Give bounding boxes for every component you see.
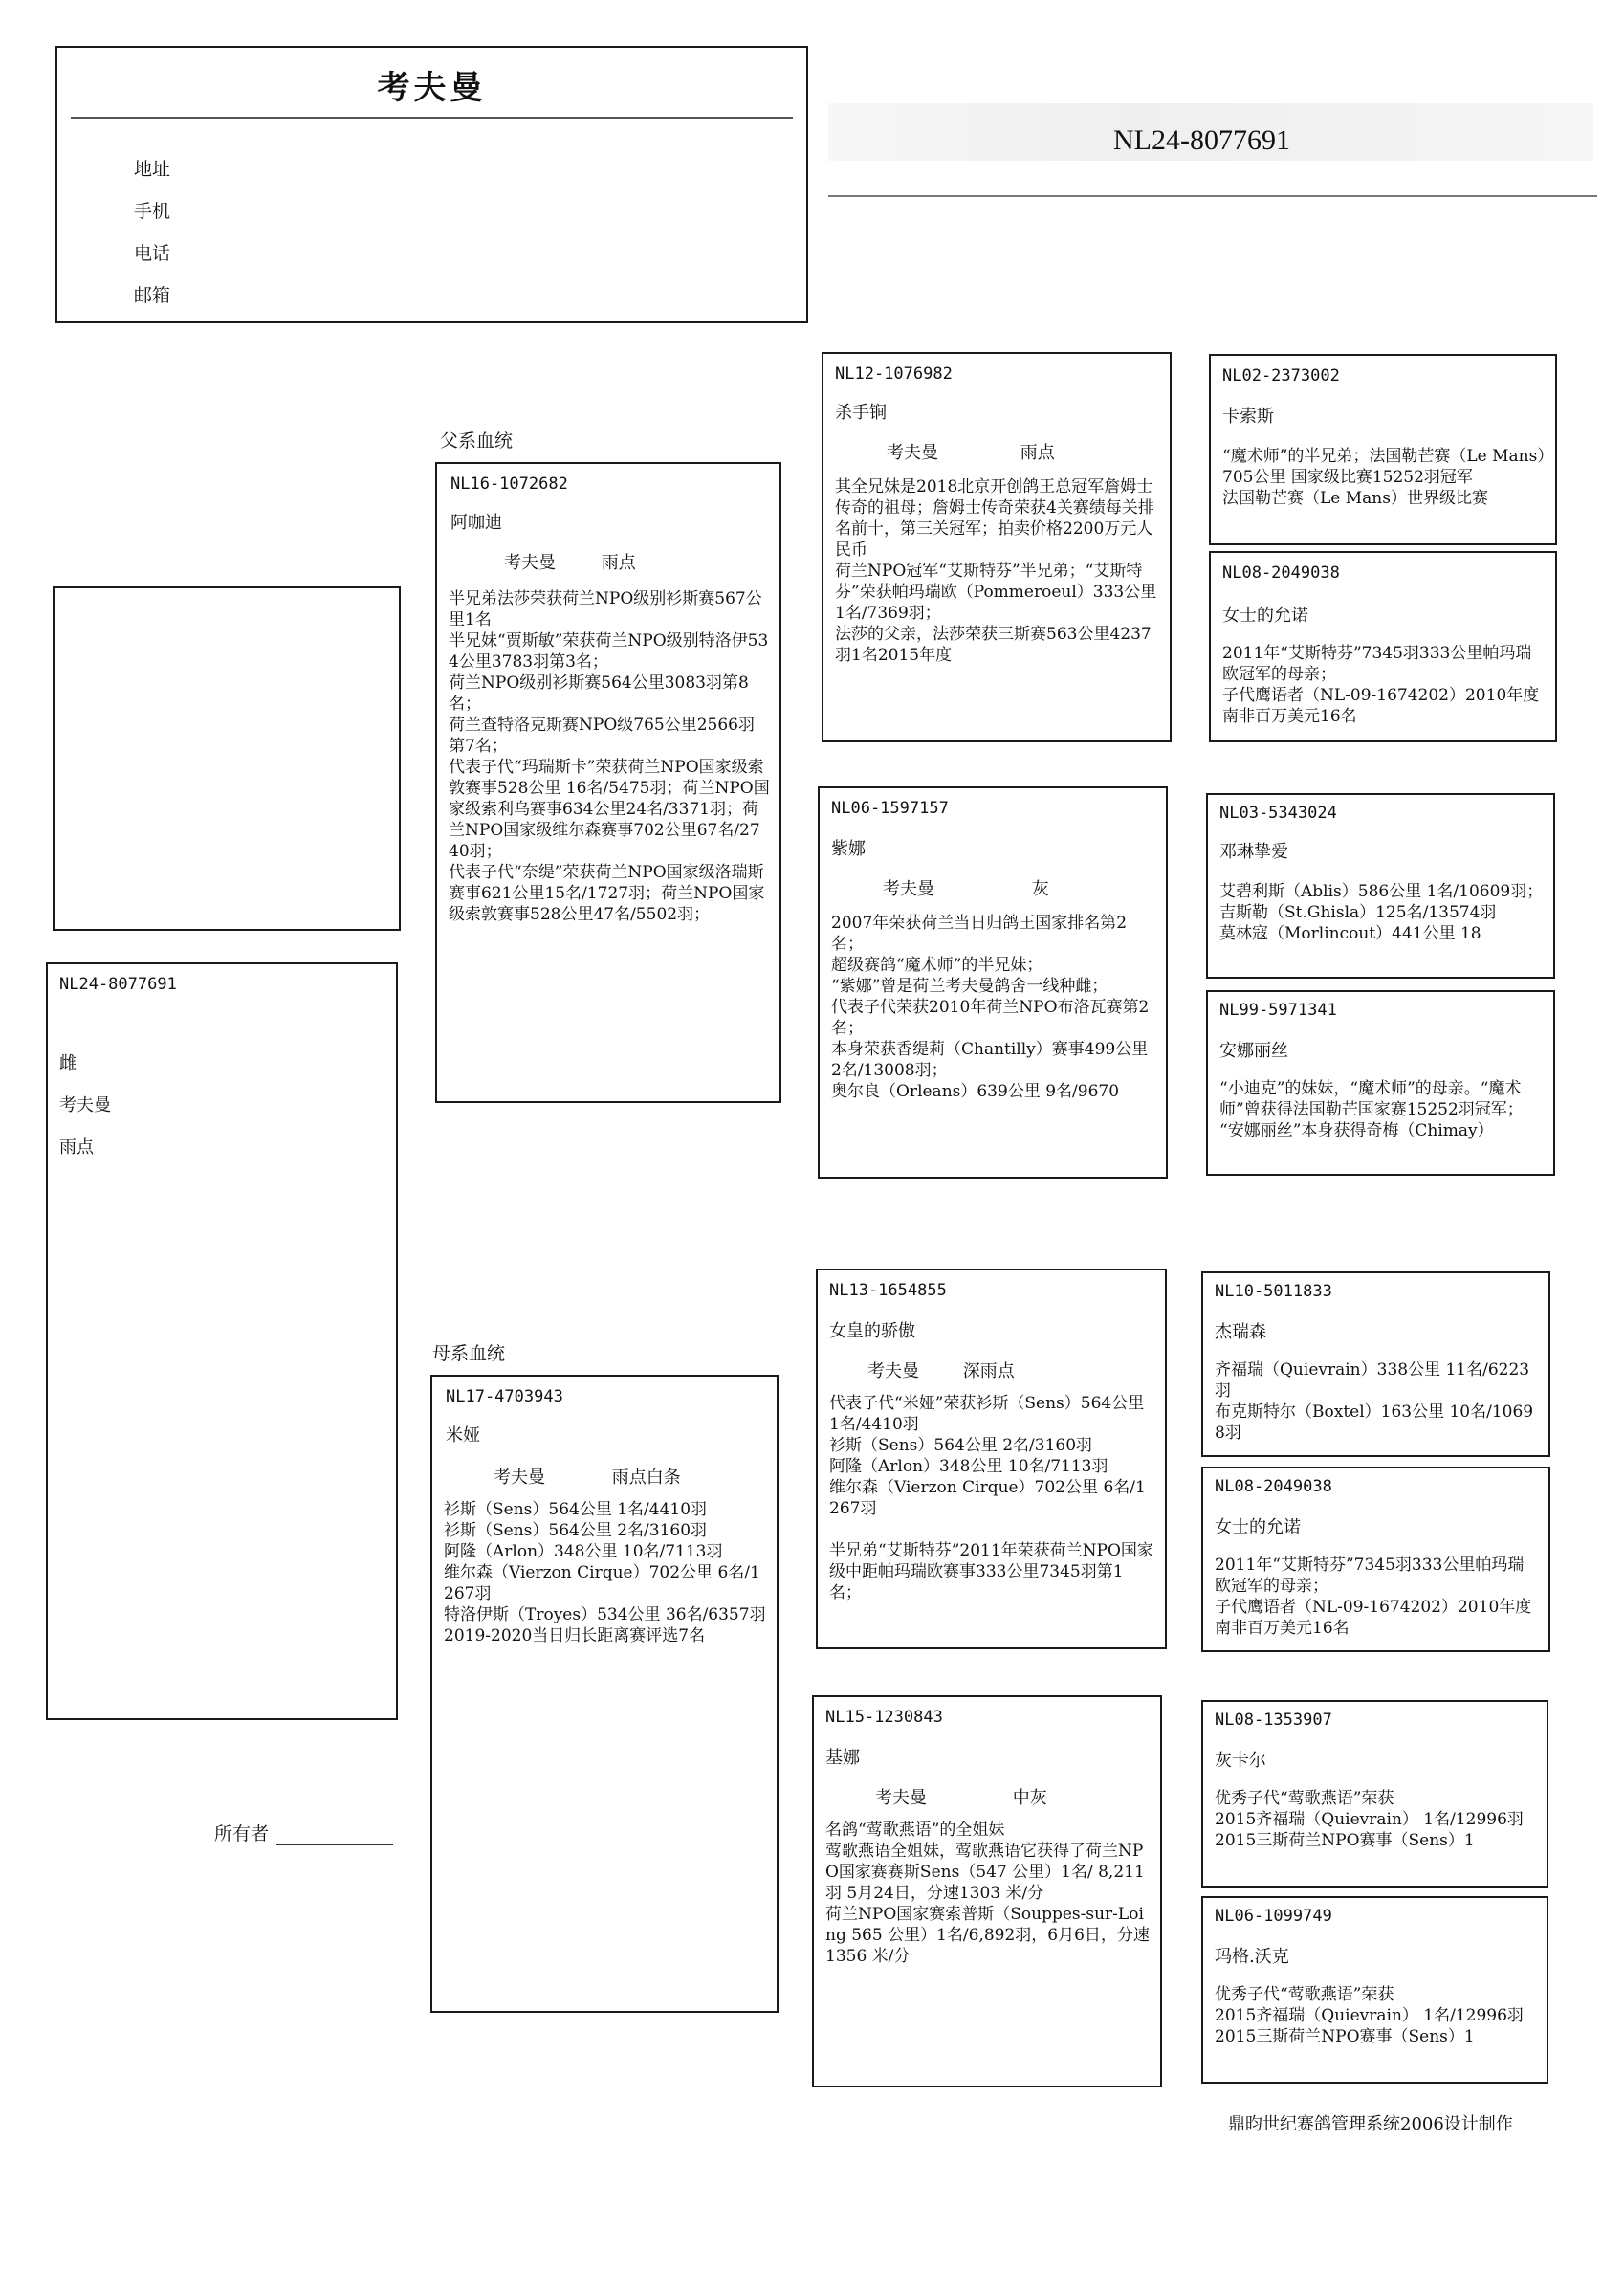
ring-banner-underline [828, 195, 1597, 197]
subject-sex: 雌 [59, 1053, 77, 1073]
dd-sire-name: 灰卡尔 [1215, 1751, 1266, 1771]
ss-dam-notes: 2011年“艾斯特芬”7345羽333公里帕玛瑞欧冠军的母亲； 子代鹰语者（NL-09-1674202）2010年度南非百万美元16名 [1222, 644, 1540, 726]
dam-breeder-row [494, 1467, 681, 1490]
subject-color: 雨点 [59, 1137, 94, 1158]
ds-dam-ring: NL08-2049038 [1215, 1477, 1332, 1496]
sd-sire-name: 邓琳挚爱 [1219, 842, 1288, 862]
dam-box [430, 1375, 779, 2013]
ds-dam-notes: 2011年“艾斯特芬”7345羽333公里帕玛瑞欧冠军的母亲； 子代鹰语者（NL-09-1674202）2010年度南非百万美元16名 [1215, 1556, 1532, 1638]
dam-sire-box [816, 1269, 1167, 1649]
ss-sire-notes: “魔术师”的半兄弟；法国勒芒赛（Le Mans）705公里 国家级比赛15252羽冠军 法国勒芒赛（Le Mans）世界级比赛 [1222, 447, 1546, 508]
dam-sire-name: 女皇的骄傲 [829, 1321, 915, 1341]
photo-placeholder [53, 586, 401, 931]
sire-breeder-row [504, 552, 636, 575]
sire-line-label: 父系血统 [440, 430, 514, 452]
dam-name: 米娅 [446, 1425, 480, 1446]
mobile-label: 手机 [134, 201, 171, 222]
sire-box [435, 462, 781, 1103]
email-label: 邮箱 [134, 285, 171, 306]
sd-dam-box [1206, 990, 1555, 1176]
dam-dam-ring: NL15-1230843 [825, 1708, 943, 1727]
dd-dam-name: 玛格.沃克 [1215, 1947, 1289, 1967]
sire-sire-name: 杀手锏 [835, 403, 887, 423]
loft-info-box [55, 46, 808, 323]
sd-dam-ring: NL99-5971341 [1219, 1001, 1337, 1020]
subject-breeder: 考夫曼 [59, 1095, 111, 1115]
owner-row [214, 1820, 393, 1845]
dam-line-label: 母系血统 [432, 1343, 506, 1364]
sire-dam-name: 紫娜 [831, 839, 866, 859]
dd-sire-notes: 优秀子代“莺歌燕语”荣获 2015齐福瑞（Quievrain） 1名/12996羽 2015三斯荷兰NPO赛事（Sens）1 [1215, 1789, 1524, 1850]
dam-breeder: 考夫曼 [494, 1468, 545, 1488]
dd-sire-ring: NL08-1353907 [1215, 1711, 1332, 1730]
sire-ring: NL16-1072682 [450, 475, 568, 494]
sd-dam-notes: “小迪克”的妹妹，“魔术师”的母亲。“魔术师”曾获得法国勒芒国家赛15252羽冠军； “安娜丽丝”本身获得奇梅（Chimay） [1219, 1079, 1524, 1140]
dam-dam-box [812, 1695, 1162, 2087]
ss-sire-name: 卡索斯 [1222, 407, 1274, 427]
loft-name: 考夫曼 [377, 69, 487, 107]
dam-dam-color: 中灰 [1012, 1788, 1047, 1808]
main-ring-number: NL24-8077691 [1113, 124, 1290, 156]
sire-notes: 半兄弟法莎荣获荷兰NPO级别衫斯赛567公里1名 半兄妹“贾斯敏”荣获荷兰NPO级别特洛伊534公里3783羽第3名； 荷兰NPO级别衫斯赛564公里3083羽第8名； 荷兰查特洛克斯赛NPO级765公里2566羽第7名； 代表子代“玛瑞斯卡”荣获荷兰NPO国家级索敦赛事528公里 16名/5475羽；荷兰NPO国家级索利乌赛事634公里24名/3371羽；荷兰NPO国家级维尔森赛事702公里67名/2740羽； 代表子代“奈缇”荣获荷兰NPO国家级洛瑞斯赛事621公里15名/1727羽；荷兰NPO国家级索敦赛事528公里47名/5502羽； [449, 589, 770, 924]
subject-box [46, 962, 398, 1720]
sire-color: 雨点 [601, 553, 636, 573]
sire-sire-color: 雨点 [1020, 443, 1055, 463]
sire-sire-ring: NL12-1076982 [835, 364, 953, 384]
ds-sire-notes: 齐福瑞（Quievrain）338公里 11名/6223羽 布克斯特尔（Boxtel）163公里 10名/10698羽 [1215, 1360, 1534, 1443]
dam-sire-breeder-row [867, 1360, 1015, 1383]
sire-name: 阿咖迪 [450, 513, 502, 533]
sire-dam-notes: 2007年荣获荷兰当日归鸽王国家排名第2名； 超级赛鸽“魔术师”的半兄妹； “紫娜”曾是荷兰考夫曼鸽舍一线种雌； 代表子代荣获2010年荷兰NPO布洛瓦赛第2名； 本身荣获香缇莉（Chantilly）赛事499公里 2名/13008羽； 奥尔良（Orleans）639公里 9名/9670 [831, 914, 1150, 1101]
sire-sire-breeder-row [887, 442, 1055, 465]
sd-sire-box [1206, 793, 1555, 979]
dd-sire-box [1201, 1700, 1548, 1888]
sire-dam-breeder: 考夫曼 [883, 879, 934, 899]
ds-sire-name: 杰瑞森 [1215, 1322, 1266, 1342]
subject-ring: NL24-8077691 [59, 975, 177, 994]
dam-sire-breeder: 考夫曼 [867, 1361, 919, 1381]
ss-dam-ring: NL08-2049038 [1222, 563, 1340, 583]
dd-dam-notes: 优秀子代“莺歌燕语”荣获 2015齐福瑞（Quievrain） 1名/12996羽 2015三斯荷兰NPO赛事（Sens）1 [1215, 1985, 1524, 2046]
ds-sire-box [1201, 1271, 1550, 1457]
sire-dam-breeder-row [883, 878, 1049, 901]
sire-breeder: 考夫曼 [504, 553, 556, 573]
ds-dam-box [1201, 1467, 1550, 1652]
sd-dam-name: 安娜丽丝 [1219, 1041, 1288, 1061]
dam-sire-notes: 代表子代“米娅”荣获衫斯（Sens）564公里 1名/4410羽 衫斯（Sens）564公里 2名/3160羽 阿隆（Arlon）348公里 10名/7113羽 维尔森（Vierzon Cirque）702公里 6名/1267羽 半兄弟“艾斯特芬”2011年荣获荷兰NPO国家级中距帕玛瑞欧赛事333公里7345羽第1名； [829, 1394, 1153, 1602]
address-label: 地址 [134, 159, 171, 180]
phone-label: 电话 [134, 243, 171, 264]
sd-sire-ring: NL03-5343024 [1219, 804, 1337, 823]
sire-sire-breeder: 考夫曼 [887, 443, 938, 463]
ds-dam-name: 女士的允诺 [1215, 1517, 1301, 1537]
dd-dam-box [1201, 1896, 1548, 2084]
dam-dam-breeder-row [875, 1787, 1047, 1810]
dd-dam-ring: NL06-1099749 [1215, 1907, 1332, 1926]
dam-dam-notes: 名鸽“莺歌燕语”的全姐妹 莺歌燕语全姐妹，莺歌燕语它获得了荷兰NPO国家赛赛斯Sens（547 公里）1名/ 8,211羽 5月24日，分速1303 米/分 荷兰NPO国家赛索普斯（Souppes-sur-Loing 565 公里）1名/6,892羽，6月6日，分速 1356 米/分 [825, 1821, 1150, 1966]
ds-sire-ring: NL10-5011833 [1215, 1282, 1332, 1301]
footer-credit: 鼎昀世纪赛鸽管理系统2006设计制作 [1228, 2114, 1513, 2134]
dam-color: 雨点白条 [611, 1468, 681, 1488]
dam-sire-color: 深雨点 [962, 1361, 1015, 1381]
ss-sire-box [1209, 354, 1557, 545]
sire-sire-notes: 其全兄妹是2018北京开创鸽王总冠军詹姆士传奇的祖母；詹姆士传奇荣获4关赛绩每关排名前十，第三关冠军；拍卖价格2200万元人民币 荷兰NPO冠军“艾斯特芬”半兄弟；“艾斯特芬”荣获帕玛瑞欧（Pommeroeul）333公里 1名/7369羽； 法莎的父亲，法莎荣获三斯赛563公里4237羽1名2015年度 [835, 477, 1157, 665]
dam-sire-ring: NL13-1654855 [829, 1281, 947, 1300]
dam-dam-breeder: 考夫曼 [875, 1788, 927, 1808]
ss-dam-box [1209, 551, 1557, 742]
owner-blank-line [276, 1827, 393, 1845]
owner-label: 所有者 [214, 1823, 270, 1844]
dam-notes: 衫斯（Sens）564公里 1名/4410羽 衫斯（Sens）564公里 2名/3160羽 阿隆（Arlon）348公里 10名/7113羽 维尔森（Vierzon Cirque）702公里 6名/1267羽 特洛伊斯（Troyes）534公里 36名/6357羽 2019-2020当日归长距离赛评选7名 [444, 1500, 766, 1645]
header-divider [71, 117, 793, 119]
dam-ring: NL17-4703943 [446, 1387, 563, 1406]
dam-dam-name: 基娜 [825, 1748, 860, 1768]
ss-sire-ring: NL02-2373002 [1222, 366, 1340, 386]
sire-dam-ring: NL06-1597157 [831, 799, 949, 818]
sire-dam-color: 灰 [1031, 879, 1049, 899]
sire-dam-box [818, 786, 1168, 1179]
sire-sire-box [822, 352, 1172, 742]
ss-dam-name: 女士的允诺 [1222, 606, 1308, 626]
sd-sire-notes: 艾碧利斯（Ablis）586公里 1名/10609羽； 吉斯勒（St.Ghisla）125名/13574羽 莫林寇（Morlincout）441公里 18 [1219, 882, 1544, 943]
